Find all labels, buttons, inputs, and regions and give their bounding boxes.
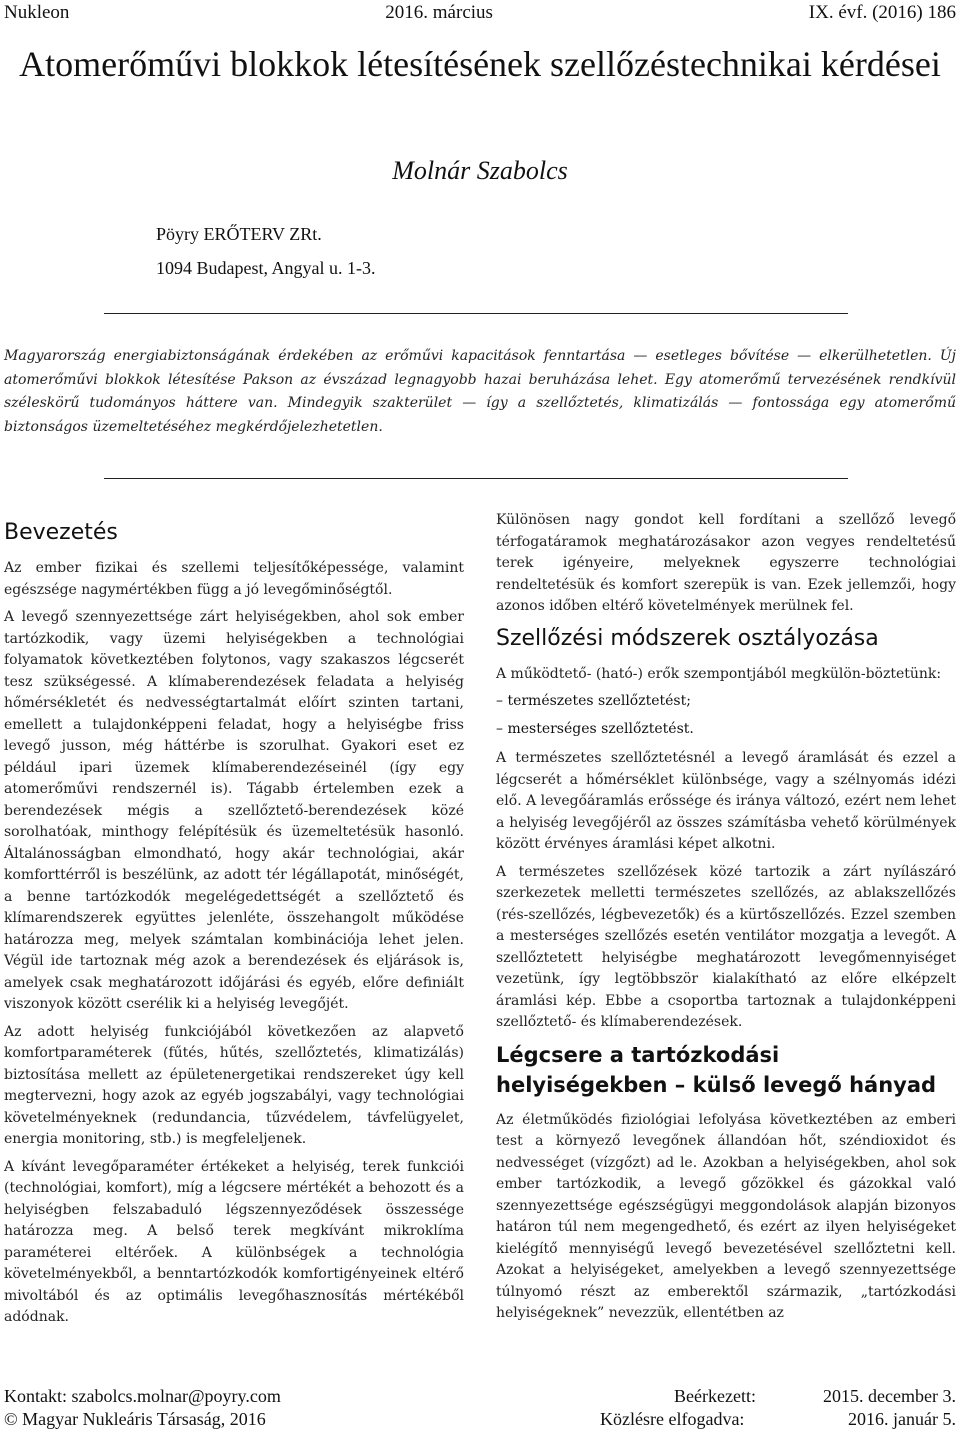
affiliation-address: 1094 Budapest, Angyal u. 1-3.: [156, 258, 376, 278]
left-column: [4, 512, 464, 1335]
issue-date: 2016. március: [385, 2, 493, 23]
running-header: [4, 0, 956, 26]
paragraph: A működtető- (ható-) erők szempontjából megkülön-böztetünk:: [496, 665, 942, 682]
paragraph: Az életműködés fiziológiai lefolyása következtében az emberi test a környező levegőnek állandóan hőt, széndioxidot és nedvességet (vízgőzt) ad le. Azokban a helyiségekben, ahol sok ember tartózkodik, a levegő gőzökkel és gázokkal való szennyezettsége egészségügyi meggondolások alapján bizonyos határon túl nem megengedhető, és ezért az ilyen helyiségeket kielégítő mennyiségű levegő bevezetésével szellőztetni kell. Azokat a helyiségeket, amelyekben a levegő szennyezettsége túlnyomó részt az emberektől származik, „tartózkodási helyiségeknek” nevezzük, ellentétben az: [496, 1111, 956, 1321]
abstract: Magyarország energiabiztonságának érdekében az erőművi kapacitások fenntartása — esetleges bővítése — elkerülhetetlen. Új atomerőművi blokkok létesítése Pakson az évszázad legnagyobb hazai beruházása lehet. Egy atomerőmű tervezésének rendkívül széleskörű tudományos háttere van. Mindegyik szakterület — így a szellőztetés, klimatizálás — fontossága egy atomerőmű biztonságos üzemeltetéséhez megkérdőjelezhetetlen.: [4, 348, 956, 435]
author-name: Molnár Szabolcs: [392, 156, 568, 185]
accepted-label: Közlésre elfogadva:: [600, 1409, 745, 1429]
received-label: Beérkezett:: [674, 1386, 756, 1406]
section-heading-introduction: Bevezetés: [4, 520, 118, 545]
list-item: – mesterséges szellőztetést.: [496, 719, 956, 741]
method-list: [496, 691, 956, 740]
list-item: – természetes szellőztetést;: [496, 691, 956, 713]
divider-top: [104, 313, 848, 314]
divider-bottom: [104, 478, 848, 479]
received-date: 2015. december 3.: [823, 1386, 956, 1406]
paragraph: Különösen nagy gondot kell fordítani a szellőző levegő térfogatáramok meghatározásakor azon vegyes rendeltetésű terek igényeire, melyeknek egyszerre technológiai rendeltetésük és komfort szerepük is van. Ezek jellemzői, hogy azonos időben eltérő követelmények merülnek fel.: [496, 512, 956, 614]
accepted-date: 2016. január 5.: [848, 1409, 956, 1429]
paragraph: A levegő szennyezettsége zárt helyiségekben, ahol sok ember tartózkodik, vagy üzemi helyiségekben a technológiai folyamatok következtében folytonos, vagy szakaszos légcserét tesz szükségessé. A klímaberendezések feladata a helyiség hőmérsékletét és nedvességtartalmát előírt szinten tartani, emellett a tulajdonképpeni feladat, hogy a helyiségbe friss levegő jusson, még háttérbe is szorulhat. Gyakori eset ez például ipari üzemek klímaberendezéseinél (így egy atomerőművi rendszernél is). Tágabb értelemben ezek a berendezések mégis a szellőztető-berendezések közé sorolhatóak, minthogy felépítésük és üzemeltetésük hasonló. Általánosságban elmondható, hogy akár technológiai, akár komforttérről is beszélünk, az adott tér légállapotát, minőségét, a benne tartózkodók megelégedettségét a szellőztető és klímarendszerek együttes jelenléte, összehangolt működése határozza meg, melyek számtalan kombinációja lehet jelen. Végül ide tartoznak még azok a berendezések és eljárások is, amelyek csak meghatározott időjárási és egyéb, előre definiált viszonyok között cserélik ki a helyiség levegőjét.: [4, 609, 464, 1012]
paragraph: Az ember fizikai és szellemi teljesítőképessége, valamint egészsége nagymértékben függ a jó levegőminőségtől.: [4, 560, 464, 598]
section-heading-ventilation-methods: Szellőzési módszerek osztályozása: [496, 625, 879, 651]
paragraph: A természetes szellőzések közé tartozik a zárt nyílászáró szerkezetek melletti természetes szellőzés, az ablakszellőzés (rés-szellőzés, légbevezetők) és a kürtőszellőzés. Ezzel szemben a mesterséges szellőzés esetén ventilátor mozgatja a levegőt. A szellőztetett helyiségbe meghatározott levegőmennyiséget vezetünk, így legtöbbször kialakítható az előre elképzelt áramlási kép. Ebbe a csoportba tartoznak a tulajdonképpeni szellőztető- és klímaberendezések.: [496, 863, 956, 1030]
section-heading-air-exchange: Légcsere a tartózkodási helyiségekben – külső levegő hányad: [496, 1042, 937, 1097]
paragraph: A kívánt levegőparaméter értékeket a helyiség, terek funkciói (technológiai, komfort), míg a légcsere mértékét a behozott és a helyiségben felszabaduló légszennyeződ​ések összessége határozza meg. A belső terek megkívánt mikroklíma paraméterei eltérőek. A különbségek a technológia követelményekből, a benntartózkodók komfortigényeinek eltérő mivoltából és az optimális levegőhasznosítás mértékéből adódnak.: [4, 1158, 464, 1325]
article-title: Atomerőművi blokkok létesítésének szellőzéstechnikai kérdései: [19, 44, 941, 84]
volume-page: IX. évf. (2016) 186: [808, 2, 956, 23]
paragraph: Az adott helyiség funkciójából következően az alapvető komfortparaméterek (fűtés, hűtés, szellőztetés, klimatizálás) biztosítása mellett az épületenergetikai rendszereket úgy kell megtervezni, hogy azok az egyéb jogszabályi, vagy technológiai követelményeknek (redundancia, tűzvédelem, távfelügyelet, energia monitoring, stb.) is megfeleljenek.: [4, 1023, 464, 1147]
journal-name: Nukleon: [4, 2, 70, 23]
affiliation-company: Pöyry ERŐTERV ZRt.: [156, 224, 322, 244]
paragraph: A természetes szellőztetésnél a levegő áramlását és ezzel a légcserét a hőmérséklet különbsége, vagy a szélnyomás idézi elő. A levegőáramlás erőssége és iránya változó, ezért nem lehet a helyiség levegőjéről az összes számításba vehető körülmények között érvényes áramlási képet alkotni.: [496, 750, 956, 852]
right-column: [496, 510, 956, 1331]
copyright: © Magyar Nukleáris Társaság, 2016: [4, 1409, 266, 1429]
contact-email: Kontakt: szabolcs.molnar@poyry.com: [4, 1386, 281, 1406]
